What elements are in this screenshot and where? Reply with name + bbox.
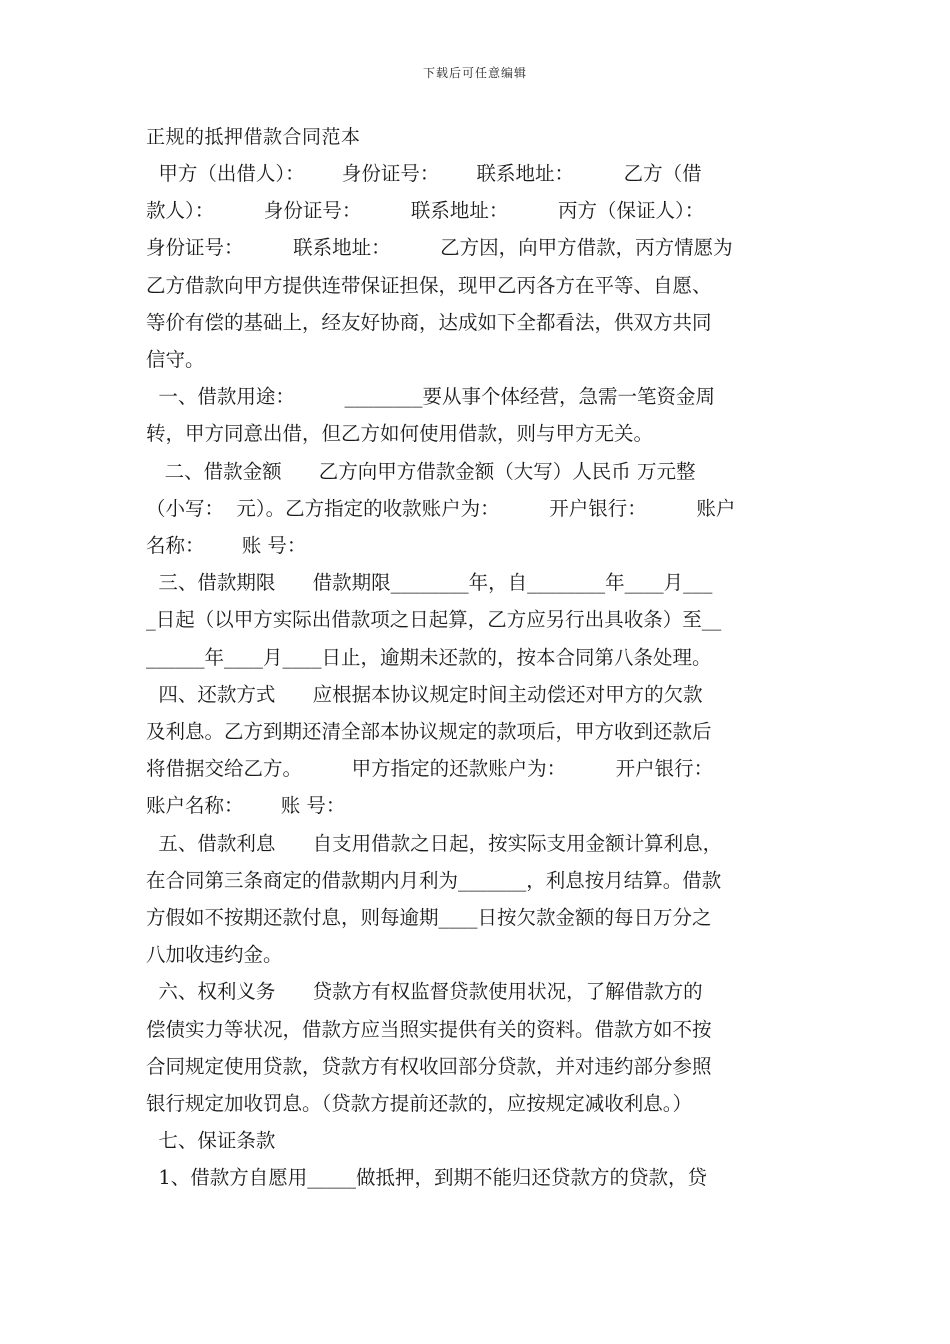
body-line: 方假如不按期还款付息，则每逾期____日按欠款金额的每日万分之 xyxy=(146,906,712,930)
body-line: _日起（以甲方实际出借款项之日起算，乙方应另行出具收条）至__ xyxy=(146,608,722,632)
body-line: 银行规定加收罚息。（贷款方提前还款的，应按规定减收利息。） xyxy=(146,1092,693,1116)
document-title: 正规的抵押借款合同范本 xyxy=(146,126,361,148)
body-line: 转，甲方同意出借，但乙方如何使用借款，则与甲方无关。 xyxy=(146,422,654,446)
body-line: 乙方借款向甲方提供连带保证担保，现甲乙丙各方在平等、自愿、 xyxy=(146,273,712,297)
body-line: 将借据交给乙方。 甲方指定的还款账户为： 开户银行： xyxy=(146,757,714,781)
body-line: 二、借款金额 乙方向甲方借款金额（大写）人民币 万元整 xyxy=(146,459,696,483)
body-line: 等价有偿的基础上，经友好协商，达成如下全都看法，供双方共同 xyxy=(146,310,712,334)
body-line: 账户名称： 账 号： xyxy=(146,794,346,818)
body-line: 名称： 账 号： xyxy=(146,534,307,558)
body-line: 信守。 xyxy=(146,348,205,372)
body-line: 款人）： 身份证号： 联系地址： 丙方（保证人）： xyxy=(146,199,705,223)
body-line: ______年____月____日止，逾期未还款的，按本合同第八条处理。 xyxy=(146,645,712,669)
body-line: 六、权利义务 贷款方有权监督贷款使用状况，了解借款方的 xyxy=(146,980,703,1004)
body-line: 三、借款期限 借款期限________年，自________年____月___ xyxy=(146,571,713,595)
body-line: 身份证号： 联系地址： 乙方因，向甲方借款，丙方情愿为 xyxy=(146,236,733,260)
body-line: 甲方（出借人）： 身份证号： 联系地址： 乙方（借 xyxy=(146,162,702,185)
body-line: 七、保证条款 xyxy=(146,1129,276,1153)
body-line: 八加收违约金。 xyxy=(146,943,283,967)
page-header: 下载后可任意编辑 xyxy=(422,66,527,80)
body-line: （小写： 元）。乙方指定的收款账户为： 开户银行： 账户 xyxy=(146,496,736,520)
body-line: 在合同第三条商定的借款期内月利为_______，利息按月结算。借款 xyxy=(146,868,722,892)
body-line: 偿债实力等状况，借款方应当照实提供有关的资料。借款方如不按 xyxy=(146,1017,712,1041)
body-line: 及利息。乙方到期还清全部本协议规定的款项后，甲方收到还款后 xyxy=(146,720,712,744)
body-line: 1、借款方自愿用_____做抵押，到期不能归还贷款方的贷款，贷 xyxy=(146,1166,708,1190)
document-body xyxy=(146,155,808,1197)
body-line: 合同规定使用贷款，贷款方有权收回部分贷款，并对违约部分参照 xyxy=(146,1054,712,1078)
body-line: 四、还款方式 应根据本协议规定时间主动偿还对甲方的欠款 xyxy=(146,682,703,706)
body-line: 一、借款用途： ________要从事个体经营，急需一笔资金周 xyxy=(146,385,715,409)
body-line: 五、借款利息 自支用借款之日起，按实际支用金额计算利息， xyxy=(146,831,723,855)
